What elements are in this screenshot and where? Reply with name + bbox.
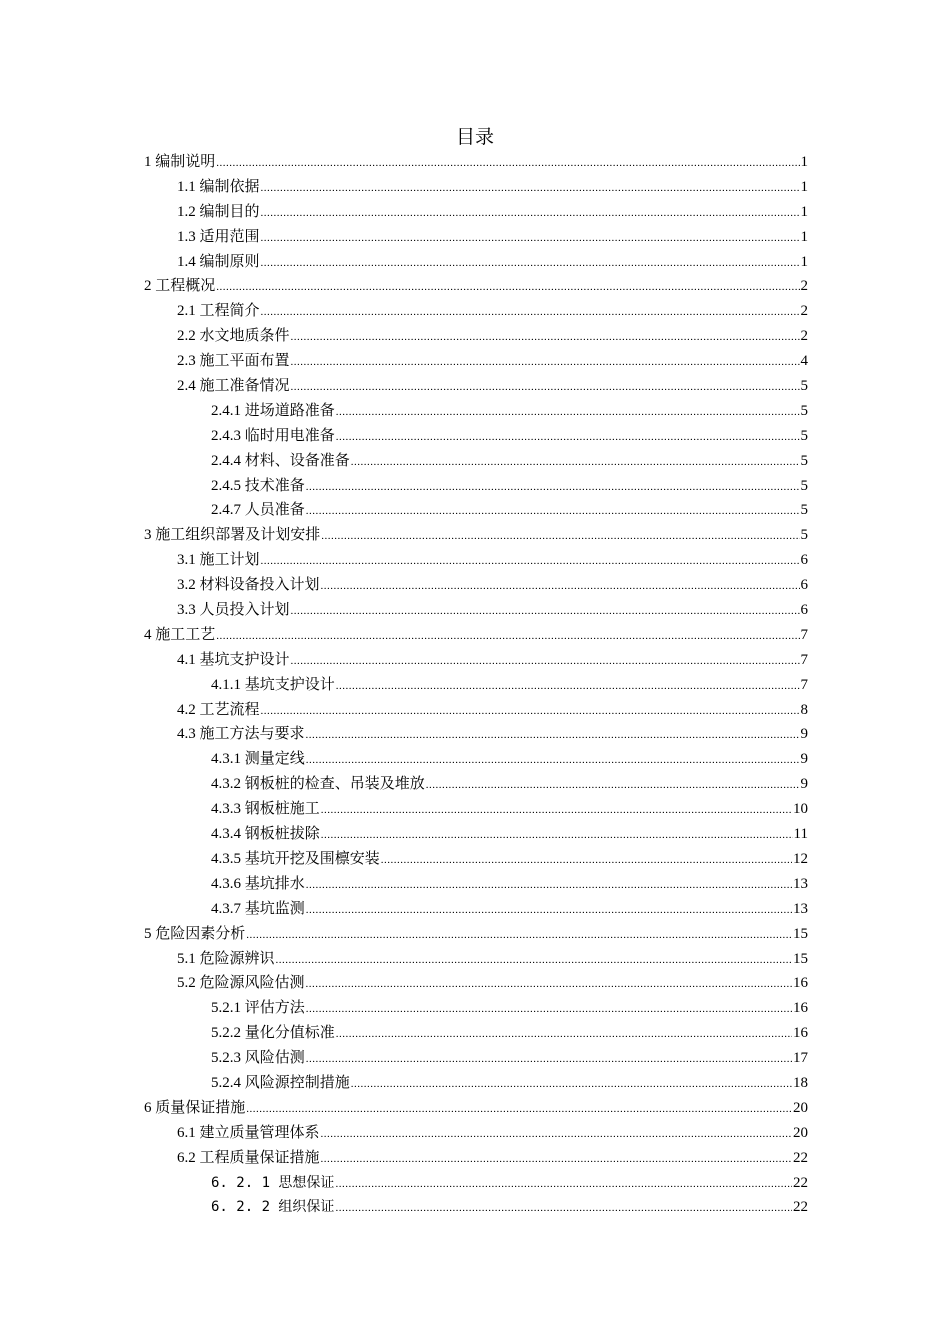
toc-dot-leader: [276, 948, 792, 973]
toc-entry[interactable]: [144, 971, 808, 996]
toc-dot-leader: [321, 798, 792, 823]
toc-entry-title: 4.3.2 钢板桩的检查、吊装及堆放: [211, 776, 425, 793]
toc-entry-title: 4.3.7 基坑监测: [211, 900, 305, 917]
toc-entry-page-number: 6: [800, 602, 808, 619]
toc-entry-page-number: 5: [800, 527, 808, 544]
toc-entry-title: 2.1 工程简介: [177, 303, 260, 320]
toc-entry-title: 5.2.2 量化分值标准: [211, 1025, 335, 1042]
toc-entry[interactable]: [144, 175, 808, 200]
toc-entry[interactable]: [144, 324, 808, 349]
toc-entry[interactable]: [144, 424, 808, 449]
toc-dot-leader: [261, 226, 800, 251]
toc-entry[interactable]: [144, 449, 808, 474]
toc-entry-title: 2.4.7 人员准备: [211, 502, 305, 519]
toc-entry-title: 2.3 施工平面布置: [177, 353, 290, 370]
toc-dot-leader: [261, 549, 800, 574]
toc-entry[interactable]: [144, 374, 808, 399]
toc-entry-title: 5 危险因素分析: [144, 925, 246, 942]
toc-dot-leader: [216, 151, 799, 176]
toc-dot-leader: [216, 275, 799, 300]
toc-entry-page-number: 22: [793, 1149, 808, 1166]
toc-entry-page-number: 16: [793, 1000, 808, 1017]
toc-dot-leader: [381, 848, 792, 873]
toc-entry-page-number: 5: [800, 378, 808, 395]
toc-entry-page-number: 11: [793, 826, 808, 843]
toc-entry-page-number: 5: [800, 402, 808, 419]
toc-entry-page-number: 9: [800, 726, 808, 743]
toc-entry-title: 3 施工组织部署及计划安排: [144, 527, 321, 544]
toc-entry[interactable]: [144, 200, 808, 225]
toc-entry-page-number: 2: [800, 303, 808, 320]
toc-dot-leader: [216, 624, 799, 649]
toc-entry-page-number: 5: [800, 427, 808, 444]
toc-entry-title: 4.3.1 测量定线: [211, 751, 305, 768]
toc-dot-leader: [261, 201, 800, 226]
toc-entry-page-number: 17: [793, 1050, 808, 1067]
toc-dot-leader: [306, 997, 792, 1022]
toc-entry[interactable]: [144, 225, 808, 250]
toc-entry[interactable]: [144, 623, 808, 648]
toc-entry-title: 5.1 危险源辨识: [177, 950, 275, 967]
toc-entry[interactable]: [144, 250, 808, 275]
toc-entry-page-number: 12: [793, 850, 808, 867]
toc-entry[interactable]: [144, 548, 808, 573]
toc-entry[interactable]: [144, 722, 808, 747]
toc-title: 目录: [455, 127, 494, 148]
toc-entry-page-number: 7: [800, 651, 808, 668]
toc-entry-page-number: 9: [800, 751, 808, 768]
toc-entry-title: 6. 2. 2 组织保证: [211, 1199, 335, 1216]
toc-dot-leader: [336, 674, 800, 699]
toc-entry-title: 1.4 编制原则: [177, 253, 260, 270]
toc-entry-page-number: 2: [800, 278, 808, 295]
toc-entry-title: 2.4 施工准备情况: [177, 378, 290, 395]
toc-dot-leader: [335, 1196, 792, 1221]
toc-dot-leader: [291, 375, 800, 400]
toc-entry-title: 4.3 施工方法与要求: [177, 726, 305, 743]
toc-entry[interactable]: [144, 872, 808, 897]
toc-dot-leader: [306, 873, 792, 898]
toc-entry[interactable]: [144, 822, 808, 847]
toc-entry[interactable]: [144, 299, 808, 324]
toc-entry[interactable]: [144, 996, 808, 1021]
toc-entry[interactable]: [144, 150, 808, 175]
toc-entry[interactable]: [144, 598, 808, 623]
toc-entry[interactable]: [144, 474, 808, 499]
toc-entry-title: 4.3.3 钢板桩施工: [211, 801, 320, 818]
toc-dot-leader: [426, 773, 800, 798]
toc-entry-title: 2.4.3 临时用电准备: [211, 427, 335, 444]
toc-entry-page-number: 4: [800, 353, 808, 370]
toc-entry[interactable]: [144, 947, 808, 972]
toc-entry-title: 6.2 工程质量保证措施: [177, 1149, 320, 1166]
toc-entry[interactable]: [144, 349, 808, 374]
toc-entry-title: 4.3.4 钢板桩拔除: [211, 826, 320, 843]
toc-dot-leader: [336, 425, 800, 450]
toc-entry[interactable]: [144, 1021, 808, 1046]
toc-entry-page-number: 6: [800, 552, 808, 569]
toc-entry-page-number: 1: [800, 253, 808, 270]
toc-dot-leader: [306, 972, 792, 997]
toc-entry-title: 2 工程概况: [144, 278, 216, 295]
toc-entry-title: 2.2 水文地质条件: [177, 328, 290, 345]
toc-entry[interactable]: [144, 673, 808, 698]
toc-dot-leader: [306, 898, 792, 923]
toc-entry-page-number: 7: [800, 676, 808, 693]
toc-dot-leader: [291, 350, 800, 375]
toc-dot-leader: [306, 499, 800, 524]
toc-dot-leader: [321, 1122, 792, 1147]
toc-entry[interactable]: [144, 1146, 808, 1171]
toc-entry-title: 4.1 基坑支护设计: [177, 651, 290, 668]
toc-entry[interactable]: [144, 1195, 808, 1220]
toc-entry-title: 3.1 施工计划: [177, 552, 260, 569]
toc-dot-leader: [321, 1147, 792, 1172]
toc-entry-title: 5.2.1 评估方法: [211, 1000, 305, 1017]
toc-dot-leader: [306, 723, 800, 748]
toc-entry[interactable]: [144, 498, 808, 523]
toc-dot-leader: [261, 300, 800, 325]
toc-entry[interactable]: [144, 1071, 808, 1096]
toc-entry-page-number: 2: [800, 328, 808, 345]
toc-entry-title: 6 质量保证措施: [144, 1099, 246, 1116]
toc-entry-title: 1.3 适用范围: [177, 228, 260, 245]
toc-entry-title: 2.4.4 材料、设备准备: [211, 452, 350, 469]
toc-entry-title: 3.3 人员投入计划: [177, 602, 290, 619]
toc-entry-page-number: 15: [793, 925, 808, 942]
toc-entry-title: 5.2 危险源风险估测: [177, 975, 305, 992]
toc-entry-title: 6.1 建立质量管理体系: [177, 1124, 320, 1141]
toc-dot-leader: [246, 923, 792, 948]
toc-entry-title: 1 编制说明: [144, 154, 216, 170]
toc-entry-title: 4.1.1 基坑支护设计: [211, 676, 335, 693]
toc-entry-page-number: 10: [793, 801, 808, 818]
toc-dot-leader: [261, 176, 800, 201]
toc-entry-title: 6. 2. 1 思想保证: [211, 1174, 335, 1191]
toc-entry-title: 1.2 编制目的: [177, 203, 260, 220]
toc-dot-leader: [351, 1072, 792, 1097]
toc-entry[interactable]: [144, 922, 808, 947]
toc-dot-leader: [261, 251, 800, 276]
toc-entry-title: 4.2 工艺流程: [177, 701, 260, 718]
toc-entry[interactable]: [144, 523, 808, 548]
toc-dot-leader: [321, 524, 799, 549]
toc-entry[interactable]: [144, 797, 808, 822]
toc-entry[interactable]: [144, 747, 808, 772]
toc-entry-page-number: 20: [793, 1124, 808, 1141]
toc-entry[interactable]: [144, 648, 808, 673]
toc-entry[interactable]: [144, 1121, 808, 1146]
toc-dot-leader: [246, 1097, 792, 1122]
toc-entry-title: 4.3.5 基坑开挖及围檩安装: [211, 850, 380, 867]
toc-entry-page-number: 1: [800, 154, 808, 170]
toc-entry-page-number: 8: [800, 701, 808, 718]
toc-dot-leader: [306, 1047, 792, 1072]
toc-entry-page-number: 5: [800, 502, 808, 519]
toc-entry-page-number: 18: [793, 1074, 808, 1091]
toc-entry-page-number: 9: [800, 776, 808, 793]
toc-entry[interactable]: [144, 847, 808, 872]
toc-dot-leader: [291, 325, 800, 350]
toc-entry-page-number: 16: [793, 1025, 808, 1042]
toc-entry[interactable]: [144, 772, 808, 797]
toc-dot-leader: [306, 475, 800, 500]
toc-entry-title: 2.4.5 技术准备: [211, 477, 305, 494]
toc-dot-leader: [336, 1022, 792, 1047]
toc-entry-page-number: 5: [800, 477, 808, 494]
toc-entry-page-number: 6: [800, 577, 808, 594]
toc-entry[interactable]: [144, 698, 808, 723]
toc-dot-leader: [291, 599, 800, 624]
toc-entry[interactable]: [144, 274, 808, 299]
toc-entry[interactable]: [144, 399, 808, 424]
toc-entry-page-number: 1: [800, 178, 808, 195]
toc-entry-page-number: 13: [793, 875, 808, 892]
toc-dot-leader: [306, 748, 800, 773]
toc-entry-page-number: 1: [800, 228, 808, 245]
toc-entry-page-number: 16: [793, 975, 808, 992]
toc-dot-leader: [261, 699, 800, 724]
toc-entry[interactable]: [144, 1171, 808, 1196]
toc-entry-page-number: 5: [800, 452, 808, 469]
toc-entry[interactable]: [144, 1096, 808, 1121]
toc-entry-title: 5.2.4 风险源控制措施: [211, 1074, 350, 1091]
toc-entry[interactable]: [144, 897, 808, 922]
toc-entry[interactable]: [144, 573, 808, 598]
toc-entry-page-number: 13: [793, 900, 808, 917]
toc-entry-title: 4 施工工艺: [144, 626, 216, 643]
toc-dot-leader: [291, 649, 800, 674]
toc-entry-title: 3.2 材料设备投入计划: [177, 577, 320, 594]
toc-entry-page-number: 15: [793, 950, 808, 967]
toc-entry[interactable]: [144, 1046, 808, 1071]
toc-dot-leader: [321, 574, 800, 599]
toc-entry-page-number: 22: [793, 1174, 808, 1191]
toc-entry-page-number: 20: [793, 1099, 808, 1116]
toc-dot-leader: [351, 450, 800, 475]
toc-entry-page-number: 1: [800, 203, 808, 220]
toc-dot-leader: [321, 823, 793, 848]
table-of-contents: [144, 150, 808, 1220]
toc-entry-page-number: 22: [793, 1199, 808, 1216]
toc-dot-leader: [336, 400, 800, 425]
toc-dot-leader: [335, 1172, 792, 1197]
toc-entry-title: 4.3.6 基坑排水: [211, 875, 305, 892]
toc-entry-title: 2.4.1 进场道路准备: [211, 402, 335, 419]
toc-entry-page-number: 7: [800, 626, 808, 643]
toc-entry-title: 5.2.3 风险估测: [211, 1050, 305, 1067]
toc-entry-title: 1.1 编制依据: [177, 178, 260, 195]
